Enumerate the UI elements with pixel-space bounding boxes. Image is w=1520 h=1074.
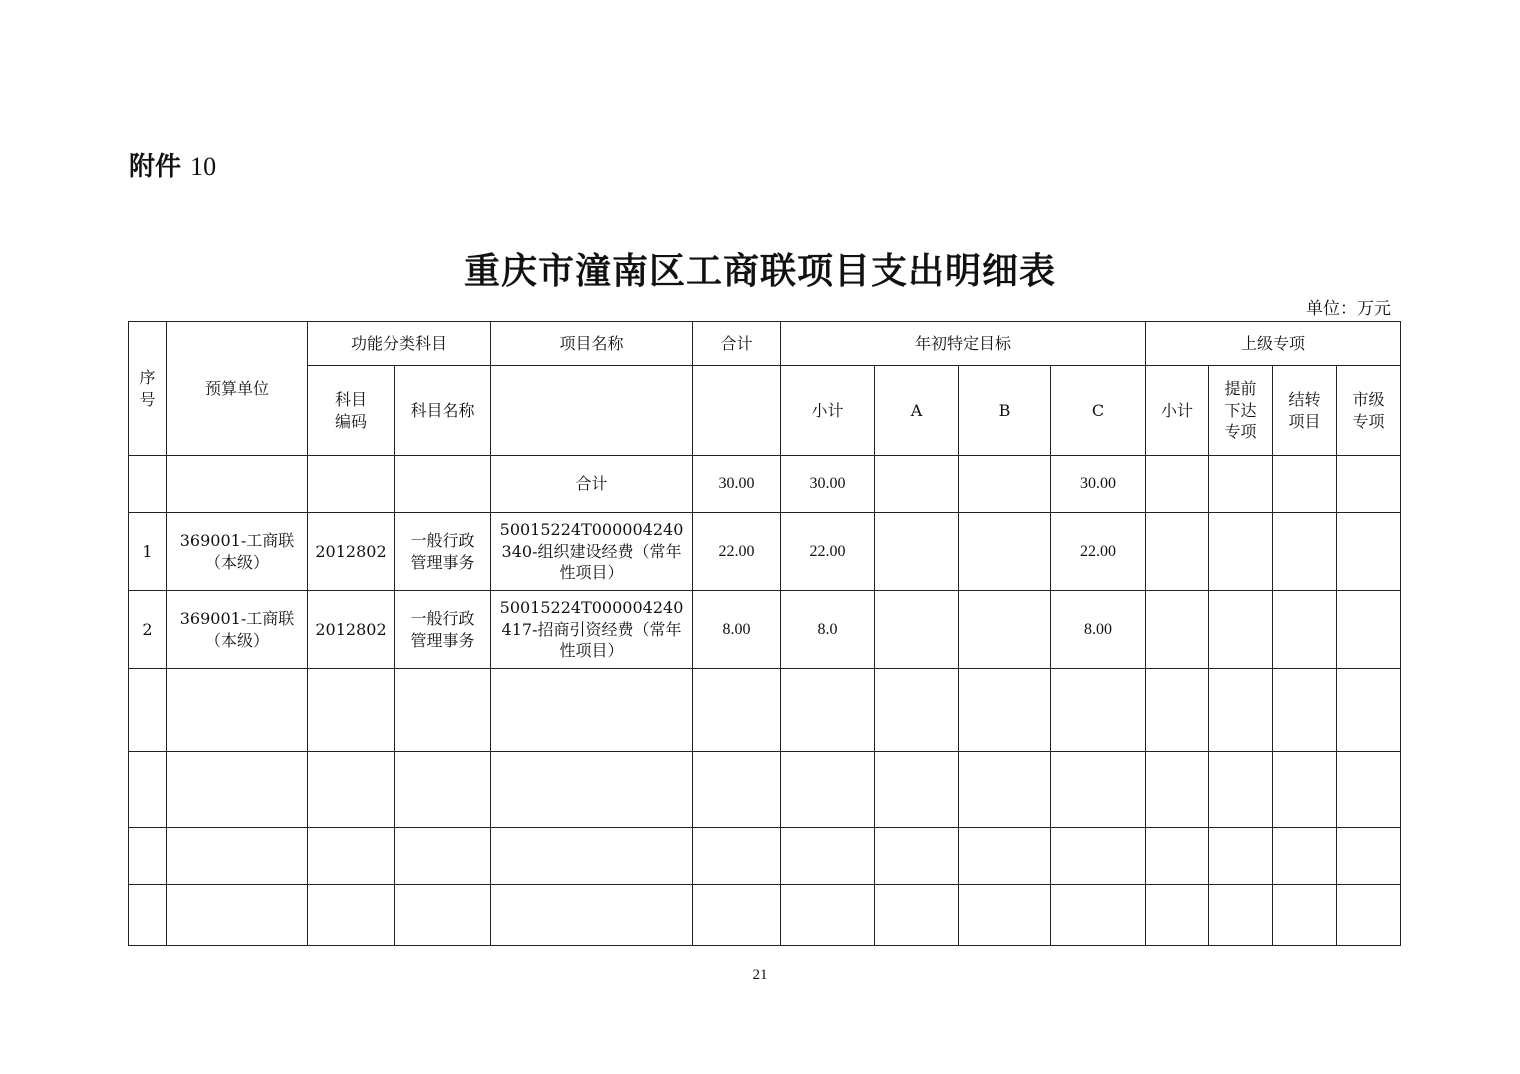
empty-row <box>129 885 1401 946</box>
header-project-name-blank <box>491 366 693 456</box>
page-title: 重庆市潼南区工商联项目支出明细表 <box>463 251 1056 292</box>
row-subtotal: 8.0 <box>781 591 875 669</box>
empty-row <box>129 752 1401 828</box>
total-c: 30.00 <box>1051 456 1146 513</box>
header-upper-advance: 提前下达专项 <box>1209 366 1273 456</box>
row-project: 50015224T000004240417-招商引资经费（常年性项目） <box>491 591 693 669</box>
row-c: 22.00 <box>1051 513 1146 591</box>
total-value: 30.00 <box>693 456 781 513</box>
empty-row <box>129 828 1401 885</box>
header-target-group: 年初特定目标 <box>781 322 1146 366</box>
total-row <box>129 456 1401 513</box>
unit-label: 单位：万元 <box>1306 299 1391 319</box>
row-unit: 369001-工商联（本级） <box>167 513 308 591</box>
header-a: A <box>875 366 959 456</box>
expenditure-table <box>128 321 1401 946</box>
annex-label-text: 附件 <box>129 152 182 182</box>
header-seq: 序号 <box>129 322 167 456</box>
header-row-1 <box>129 322 1401 366</box>
total-label: 合计 <box>491 456 693 513</box>
header-b: B <box>959 366 1051 456</box>
row-project: 50015224T000004240340-组织建设经费（常年性项目） <box>491 513 693 591</box>
header-row-2 <box>129 366 1401 456</box>
row-c: 8.00 <box>1051 591 1146 669</box>
header-upper-carry: 结转项目 <box>1273 366 1337 456</box>
row-unit: 369001-工商联（本级） <box>167 591 308 669</box>
header-func-class: 功能分类科目 <box>308 322 491 366</box>
table-row <box>129 591 1401 669</box>
header-subject-code: 科目编码 <box>308 366 395 456</box>
header-c: C <box>1051 366 1146 456</box>
header-project-name: 项目名称 <box>491 322 693 366</box>
row-code: 2012802 <box>308 513 395 591</box>
header-total-blank <box>693 366 781 456</box>
row-subject: 一般行政管理事务 <box>395 513 491 591</box>
annex-number: 10 <box>190 152 217 181</box>
empty-row <box>129 669 1401 752</box>
header-unit: 预算单位 <box>167 322 308 456</box>
header-upper-group: 上级专项 <box>1146 322 1401 366</box>
row-total: 22.00 <box>693 513 781 591</box>
row-seq: 1 <box>129 513 167 591</box>
row-seq: 2 <box>129 591 167 669</box>
table-row <box>129 513 1401 591</box>
row-code: 2012802 <box>308 591 395 669</box>
row-subtotal: 22.00 <box>781 513 875 591</box>
header-upper-subtotal: 小计 <box>1146 366 1209 456</box>
row-subject: 一般行政管理事务 <box>395 591 491 669</box>
header-total: 合计 <box>693 322 781 366</box>
header-subject-name: 科目名称 <box>395 366 491 456</box>
header-target-subtotal: 小计 <box>781 366 875 456</box>
header-upper-city: 市级专项 <box>1337 366 1401 456</box>
page-number: 21 <box>752 967 768 983</box>
row-total: 8.00 <box>693 591 781 669</box>
total-subtotal: 30.00 <box>781 456 875 513</box>
annex-label <box>129 146 216 183</box>
